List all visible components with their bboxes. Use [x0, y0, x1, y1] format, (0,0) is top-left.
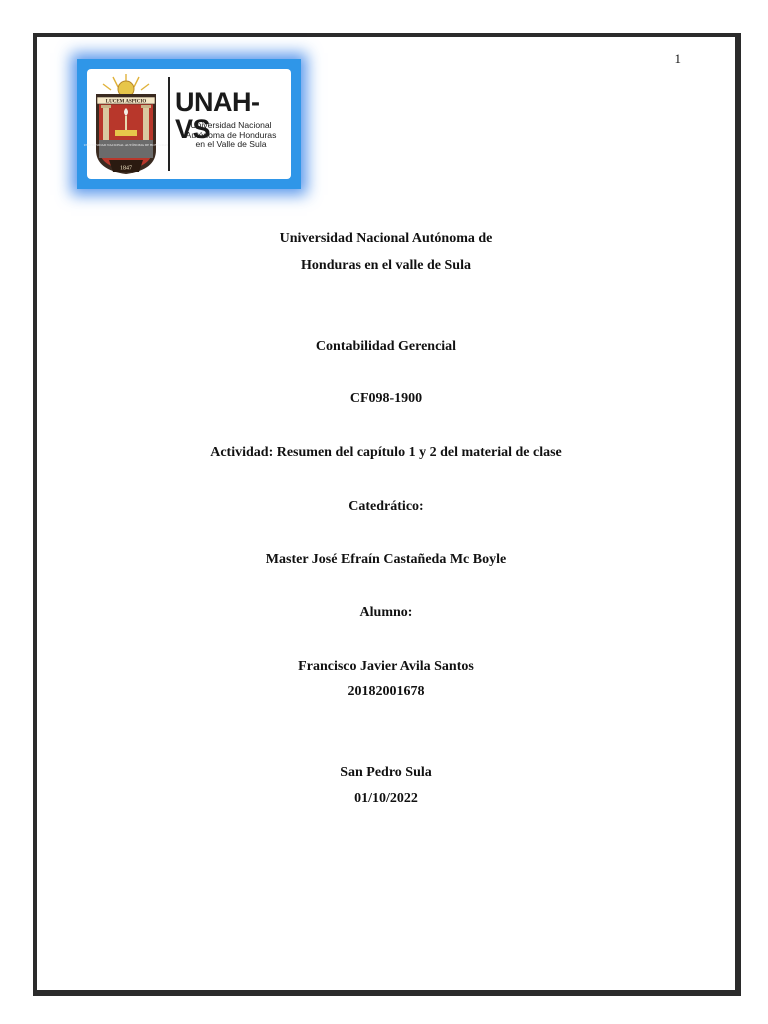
page-number: 1: [674, 51, 681, 66]
course-name: Contabilidad Gerencial: [315, 339, 457, 354]
university-name-line2: Honduras en el valle de Sula: [301, 258, 471, 273]
logo-acronym: UNAH-VS: [175, 87, 260, 144]
logo-subtitle-line: Universidad Nacional: [190, 120, 272, 130]
seal-ring-text: UNIVERSIDAD NACIONAL AUTÓNOMA DE HONDURAS: [83, 143, 169, 147]
logo-card: [83, 69, 291, 179]
activity-title: Actividad: Resumen del capítulo 1 y 2 del material de clase: [210, 445, 562, 460]
student-id: 20182001678: [347, 684, 425, 699]
document-page: [33, 33, 741, 996]
student-label: Alumno:: [359, 605, 413, 620]
city: San Pedro Sula: [340, 765, 432, 780]
logo-subtitle-line: Autónoma de Honduras: [185, 129, 277, 140]
university-seal-icon: [83, 72, 169, 176]
date: 01/10/2022: [354, 791, 418, 806]
university-name-line1: Universidad Nacional Autónoma de: [279, 231, 493, 246]
logo-subtitle-line: en el Valle de Sula: [195, 139, 267, 150]
course-section: CF098-1900: [349, 391, 423, 406]
professor-name: Master José Efraín Castañeda Mc Boyle: [265, 552, 507, 567]
professor-label: Catedrático:: [348, 499, 424, 514]
university-logo: [77, 59, 301, 189]
student-name: Francisco Javier Avila Santos: [298, 659, 474, 674]
logo-divider: [168, 77, 170, 171]
seal-banner-text: LUCEM ASPICIO: [105, 99, 147, 105]
logo-subtitle: [175, 121, 287, 150]
seal-year-text: 1847: [120, 165, 132, 172]
